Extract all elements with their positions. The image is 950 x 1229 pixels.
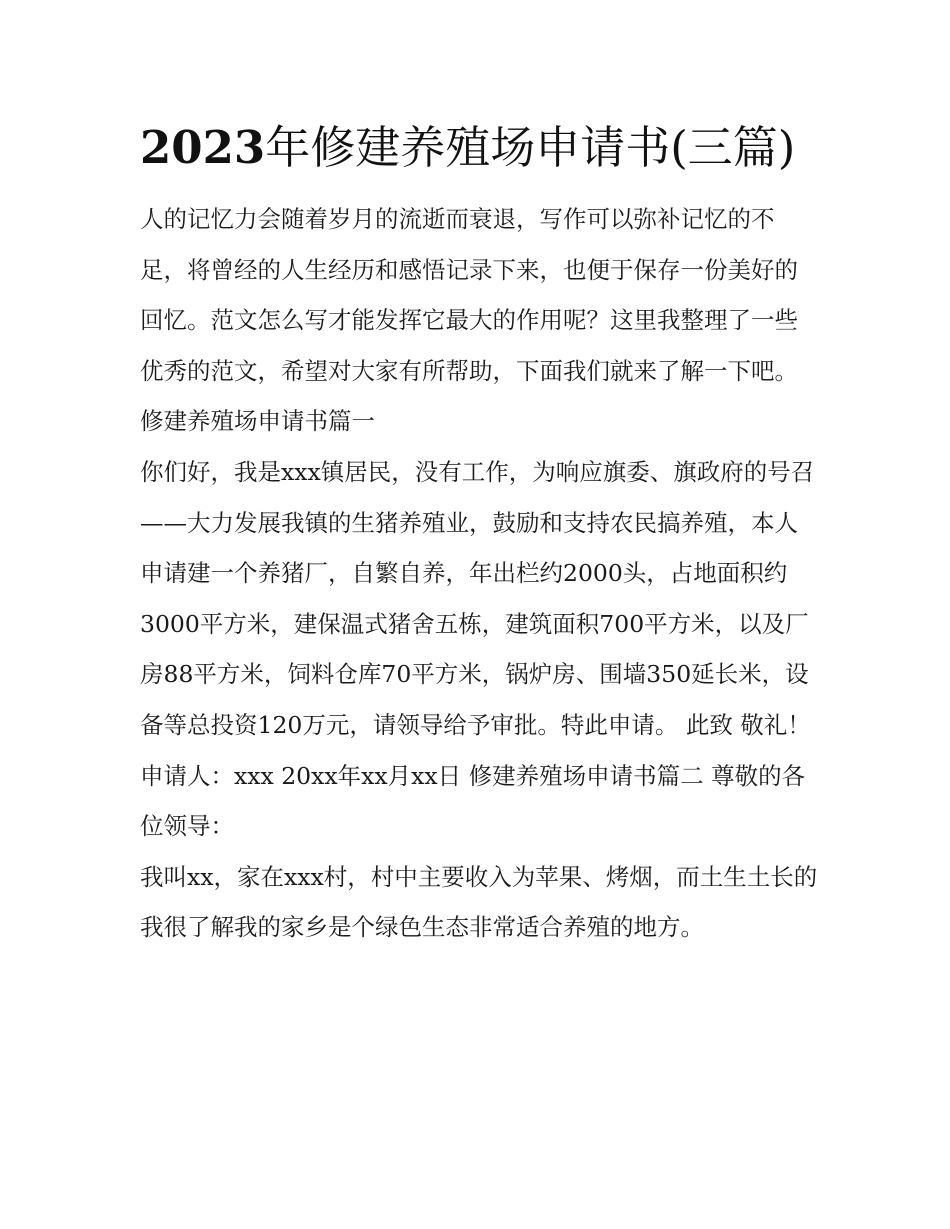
document-title xyxy=(140,112,820,184)
section-1-paragraph: 你们好，我是xxx镇居民，没有工作，为响应旗委、旗政府的号召——大力发展我镇的生猪养殖业，鼓励和支持农民搞养殖，本人申请建一个养猪厂，自繁自养，年出栏约2000头，占地面积约3000平方米，建保温式猪舍五栋，建筑面积700平方米，以及厂房88平方米，饲料仓库70平方米，锅炉房、围墙350延长米，设备等总投资120万元，请领导给予审批。特此申请。 此致 敬礼！ 申请人：xxx 20xx年xx月xx日 修建养殖场申请书篇二 尊敬的各位领导： xyxy=(140,457,815,841)
intro-paragraph: 人的记忆力会随着岁月的流逝而衰退，写作可以弥补记忆的不足，将曾经的人生经历和感悟记录下来，也便于保存一份美好的回忆。范文怎么写才能发挥它最大的作用呢？这里我整理了一些优秀的范文，希望对大家有所帮助，下面我们就来了解一下吧。 xyxy=(140,205,798,385)
document-page xyxy=(140,112,820,953)
section-heading-1: 修建养殖场申请书篇一 xyxy=(140,407,375,436)
section-2-paragraph: 我叫xx，家在xxx村，村中主要收入为苹果、烤烟，而土生土长的我很了解我的家乡是个绿色生态非常适合养殖的地方。 xyxy=(140,862,818,942)
title-text: 年修建养殖场申请书(三篇) xyxy=(265,121,796,174)
document-body xyxy=(140,194,820,953)
title-year: 2023 xyxy=(140,121,266,174)
